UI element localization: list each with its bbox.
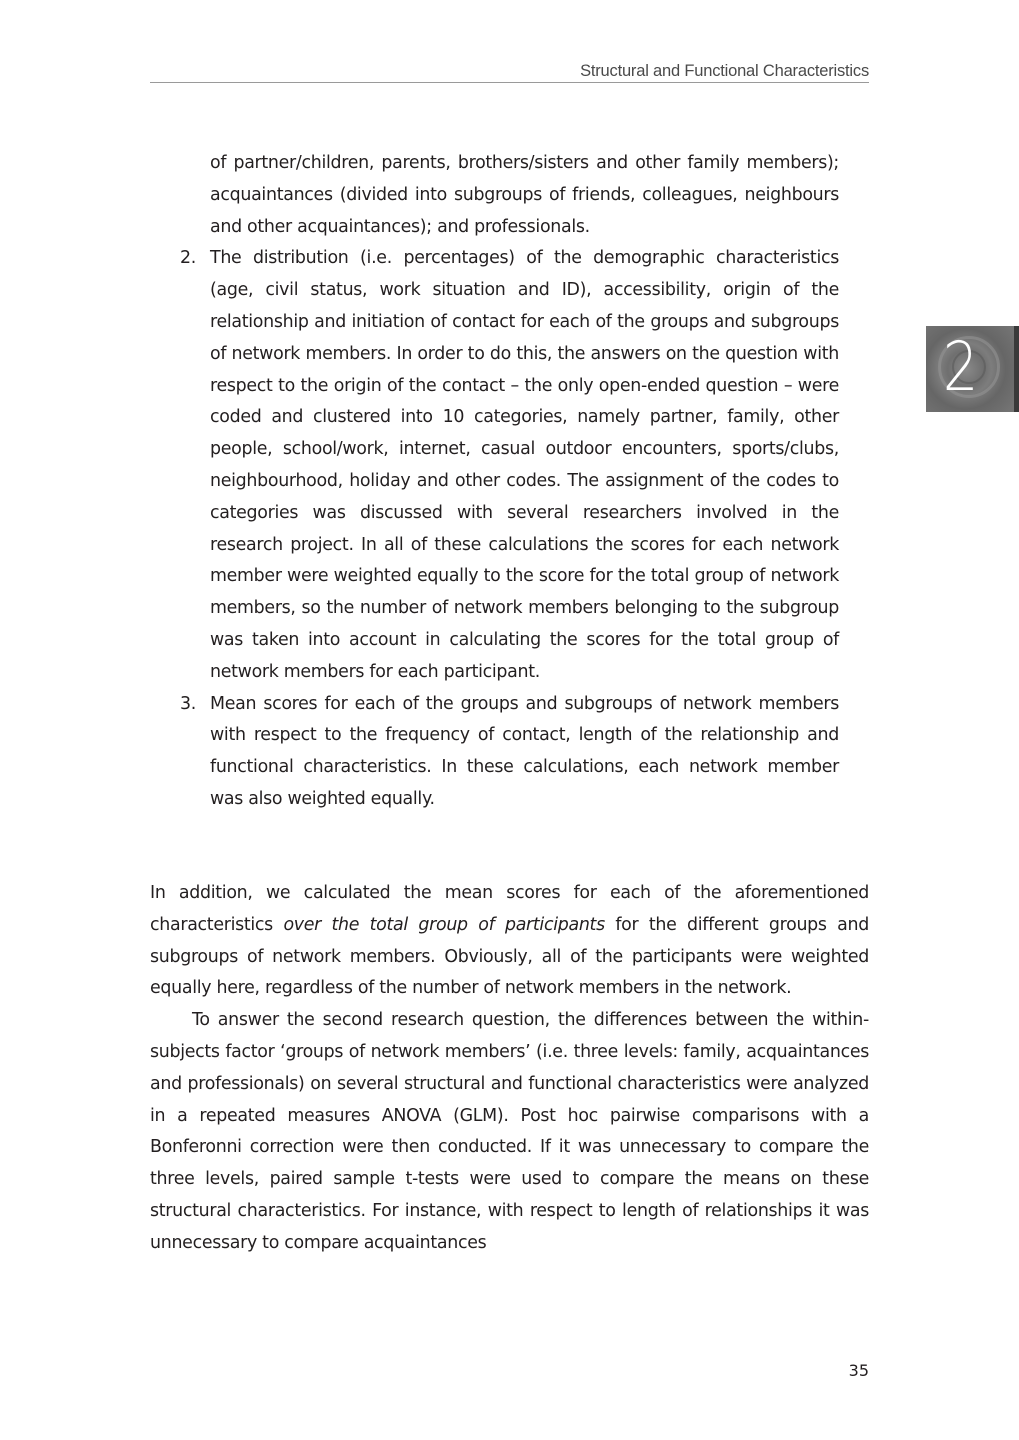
header-rule xyxy=(150,82,869,83)
list-item-text: Mean scores for each of the groups and subgroups of network members with respect to the frequency of contact, length of the relationship and functional characteristics. In these calculations, each network member was also weighted equally. xyxy=(210,693,839,809)
list-item-number: 2. xyxy=(180,248,196,269)
chapter-number: 2 xyxy=(942,328,977,407)
chapter-tab xyxy=(926,326,1019,412)
list-item xyxy=(150,243,869,688)
paragraph-1-emphasis: over the total group of participants xyxy=(283,914,605,935)
list-item-number: 3. xyxy=(180,693,196,714)
list-item-text: of partner/children, parents, brothers/sisters and other family members); acquaintances (divided into subgroups of friends, colleagues, neighbours and other acquaintances); and professionals. xyxy=(210,153,839,237)
paragraph-1 xyxy=(150,878,869,1005)
list-item-continuation xyxy=(150,148,869,243)
running-header: Structural and Functional Characteristics xyxy=(580,62,869,80)
list-item-text: The distribution (i.e. percentages) of the demographic characteristics (age, civil status, work situation and ID), accessibility, origin of the relationship and initiation of contact for each of the groups and subgroups of network members. In order to do this, the answers on the question with respect to the origin of the contact – the only open-ended question – were coded and clustered into 10 categories, namely partner, family, other people, school/work, internet, casual outdoor encounters, sports/clubs, neighbourhood, holiday and other codes. The assignment of the codes to categories was discussed with several researchers involved in the research project. In all of these calculations the scores for each network member were weighted equally to the score for the total group of network members, so the number of network members belonging to the subgroup was taken into account in calculating the scores for the total group of network members for each participant. xyxy=(210,248,839,682)
numbered-list xyxy=(150,148,869,816)
body-paragraphs xyxy=(150,878,869,1260)
page-number: 35 xyxy=(848,1361,869,1380)
paragraph-1-start: In addition, we calculated the mean scores for each of the aforementioned characteristics xyxy=(150,883,869,935)
paragraph-2: To answer the second research question, the differences between the within-subjects factor ‘groups of network members’ (i.e. three levels: family, acquaintances and professionals) on several structural and functional characteristics were analyzed in a repeated measures ANOVA (GLM). Post hoc pairwise comparisons with a Bonferonni correction were then conducted. If it was unnecessary to compare the three levels, paired sample t-tests were used to compare the means on these structural characteristics. For instance, with respect to length of relationships it was unnecessary to compare acquaintances xyxy=(150,1010,869,1253)
paragraph-1-end: for the different groups and subgroups of network members. Obviously, all of the participants were weighted equally here, regardless of the number of network members in the network. xyxy=(150,914,869,999)
list-item xyxy=(150,689,869,816)
